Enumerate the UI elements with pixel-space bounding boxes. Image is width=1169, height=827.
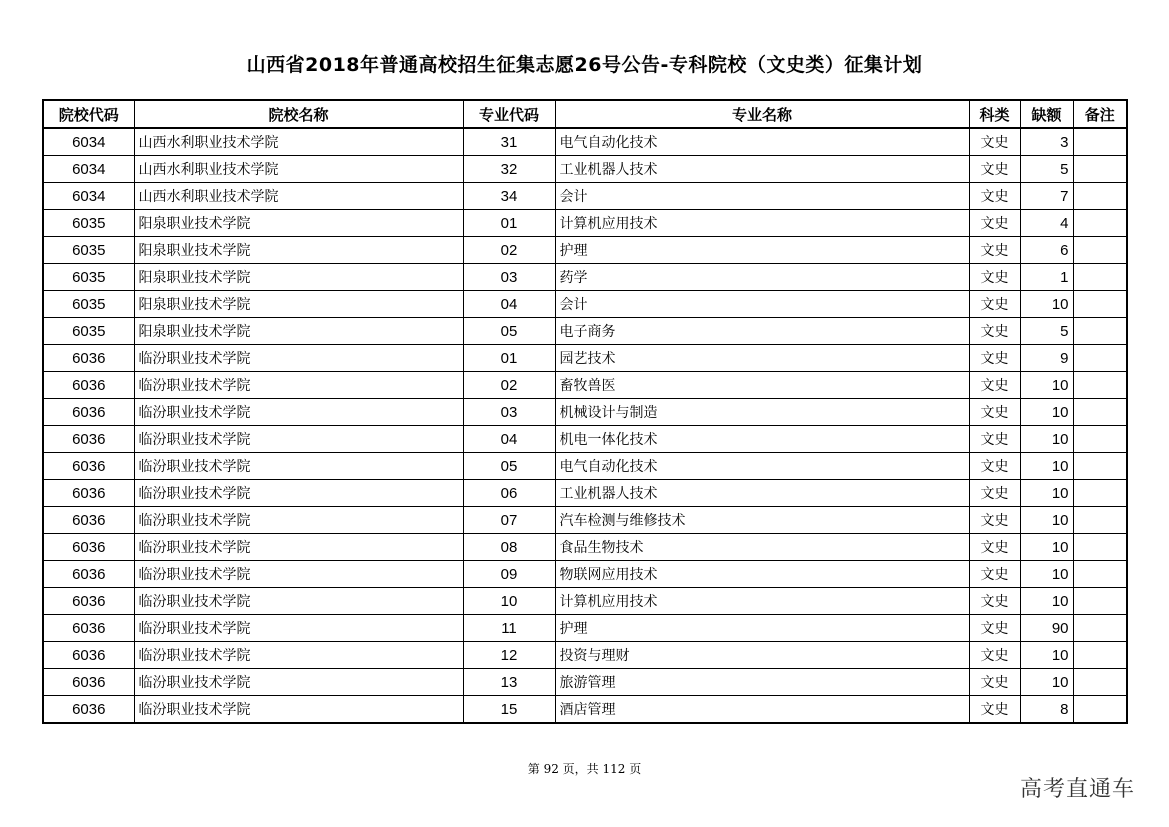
cell-major-code: 01 bbox=[463, 345, 555, 372]
cell-school-name: 阳泉职业技术学院 bbox=[134, 291, 463, 318]
table-row bbox=[43, 399, 1127, 426]
cell-major-name: 电气自动化技术 bbox=[555, 128, 969, 156]
table-row bbox=[43, 372, 1127, 399]
table-header-row bbox=[43, 100, 1127, 128]
cell-category: 文史 bbox=[969, 480, 1020, 507]
cell-category: 文史 bbox=[969, 642, 1020, 669]
table-row bbox=[43, 534, 1127, 561]
cell-remarks bbox=[1073, 534, 1127, 561]
cell-school-name: 阳泉职业技术学院 bbox=[134, 210, 463, 237]
cell-vacancies: 7 bbox=[1020, 183, 1073, 210]
cell-school-code: 6034 bbox=[43, 183, 134, 210]
cell-school-name: 山西水利职业技术学院 bbox=[134, 128, 463, 156]
table-body bbox=[43, 128, 1127, 723]
cell-school-name: 临汾职业技术学院 bbox=[134, 615, 463, 642]
cell-vacancies: 5 bbox=[1020, 318, 1073, 345]
cell-major-code: 15 bbox=[463, 696, 555, 724]
cell-major-name: 药学 bbox=[555, 264, 969, 291]
cell-major-name: 物联网应用技术 bbox=[555, 561, 969, 588]
header-school-code: 院校代码 bbox=[43, 100, 134, 128]
cell-vacancies: 1 bbox=[1020, 264, 1073, 291]
enrollment-plan-table bbox=[42, 99, 1128, 724]
cell-category: 文史 bbox=[969, 264, 1020, 291]
cell-school-code: 6036 bbox=[43, 642, 134, 669]
cell-remarks bbox=[1073, 615, 1127, 642]
table-row bbox=[43, 291, 1127, 318]
cell-major-name: 园艺技术 bbox=[555, 345, 969, 372]
cell-school-name: 阳泉职业技术学院 bbox=[134, 318, 463, 345]
cell-school-code: 6034 bbox=[43, 128, 134, 156]
cell-category: 文史 bbox=[969, 399, 1020, 426]
cell-vacancies: 10 bbox=[1020, 507, 1073, 534]
cell-school-code: 6036 bbox=[43, 588, 134, 615]
cell-vacancies: 3 bbox=[1020, 128, 1073, 156]
cell-school-code: 6035 bbox=[43, 318, 134, 345]
cell-major-name: 电气自动化技术 bbox=[555, 453, 969, 480]
cell-remarks bbox=[1073, 399, 1127, 426]
cell-major-code: 07 bbox=[463, 507, 555, 534]
cell-school-name: 临汾职业技术学院 bbox=[134, 426, 463, 453]
cell-vacancies: 6 bbox=[1020, 237, 1073, 264]
cell-major-name: 投资与理财 bbox=[555, 642, 969, 669]
cell-major-name: 机械设计与制造 bbox=[555, 399, 969, 426]
cell-remarks bbox=[1073, 156, 1127, 183]
cell-major-code: 06 bbox=[463, 480, 555, 507]
cell-remarks bbox=[1073, 128, 1127, 156]
cell-major-code: 05 bbox=[463, 453, 555, 480]
cell-remarks bbox=[1073, 507, 1127, 534]
cell-major-name: 旅游管理 bbox=[555, 669, 969, 696]
cell-school-code: 6036 bbox=[43, 696, 134, 724]
cell-school-name: 临汾职业技术学院 bbox=[134, 480, 463, 507]
table-row bbox=[43, 561, 1127, 588]
cell-major-name: 会计 bbox=[555, 183, 969, 210]
page-footer: 第 92 页，共 112 页 bbox=[527, 762, 642, 776]
cell-vacancies: 4 bbox=[1020, 210, 1073, 237]
header-category: 科类 bbox=[969, 100, 1020, 128]
cell-remarks bbox=[1073, 669, 1127, 696]
cell-remarks bbox=[1073, 696, 1127, 724]
cell-school-code: 6036 bbox=[43, 372, 134, 399]
cell-remarks bbox=[1073, 426, 1127, 453]
cell-school-code: 6036 bbox=[43, 669, 134, 696]
cell-major-name: 工业机器人技术 bbox=[555, 480, 969, 507]
cell-major-name: 酒店管理 bbox=[555, 696, 969, 724]
cell-remarks bbox=[1073, 561, 1127, 588]
cell-school-name: 临汾职业技术学院 bbox=[134, 561, 463, 588]
cell-major-name: 食品生物技术 bbox=[555, 534, 969, 561]
cell-school-name: 临汾职业技术学院 bbox=[134, 372, 463, 399]
cell-vacancies: 10 bbox=[1020, 534, 1073, 561]
cell-school-code: 6035 bbox=[43, 237, 134, 264]
cell-category: 文史 bbox=[969, 372, 1020, 399]
cell-category: 文史 bbox=[969, 183, 1020, 210]
table-row bbox=[43, 642, 1127, 669]
header-school-name: 院校名称 bbox=[134, 100, 463, 128]
cell-school-name: 临汾职业技术学院 bbox=[134, 642, 463, 669]
cell-school-code: 6036 bbox=[43, 534, 134, 561]
cell-vacancies: 10 bbox=[1020, 480, 1073, 507]
cell-school-code: 6036 bbox=[43, 453, 134, 480]
header-major-name: 专业名称 bbox=[555, 100, 969, 128]
document-title: 山西省2018年普通高校招生征集志愿26号公告-专科院校（文史类）征集计划 bbox=[246, 54, 923, 76]
cell-school-code: 6036 bbox=[43, 615, 134, 642]
cell-vacancies: 10 bbox=[1020, 372, 1073, 399]
cell-remarks bbox=[1073, 183, 1127, 210]
table-row bbox=[43, 696, 1127, 724]
table-row bbox=[43, 453, 1127, 480]
cell-vacancies: 10 bbox=[1020, 642, 1073, 669]
cell-category: 文史 bbox=[969, 453, 1020, 480]
cell-major-code: 32 bbox=[463, 156, 555, 183]
cell-category: 文史 bbox=[969, 345, 1020, 372]
cell-category: 文史 bbox=[969, 237, 1020, 264]
table-row bbox=[43, 345, 1127, 372]
cell-vacancies: 9 bbox=[1020, 345, 1073, 372]
cell-category: 文史 bbox=[969, 534, 1020, 561]
cell-remarks bbox=[1073, 318, 1127, 345]
cell-major-name: 机电一体化技术 bbox=[555, 426, 969, 453]
cell-school-name: 临汾职业技术学院 bbox=[134, 345, 463, 372]
cell-school-name: 阳泉职业技术学院 bbox=[134, 264, 463, 291]
cell-vacancies: 90 bbox=[1020, 615, 1073, 642]
cell-category: 文史 bbox=[969, 669, 1020, 696]
cell-major-code: 09 bbox=[463, 561, 555, 588]
cell-major-code: 01 bbox=[463, 210, 555, 237]
table-row bbox=[43, 128, 1127, 156]
cell-category: 文史 bbox=[969, 210, 1020, 237]
cell-major-code: 05 bbox=[463, 318, 555, 345]
cell-school-code: 6036 bbox=[43, 399, 134, 426]
cell-remarks bbox=[1073, 237, 1127, 264]
table-row bbox=[43, 183, 1127, 210]
cell-category: 文史 bbox=[969, 156, 1020, 183]
cell-school-code: 6034 bbox=[43, 156, 134, 183]
cell-category: 文史 bbox=[969, 696, 1020, 724]
cell-vacancies: 5 bbox=[1020, 156, 1073, 183]
cell-school-name: 临汾职业技术学院 bbox=[134, 399, 463, 426]
cell-major-code: 02 bbox=[463, 237, 555, 264]
cell-remarks bbox=[1073, 345, 1127, 372]
table-row bbox=[43, 237, 1127, 264]
cell-major-name: 会计 bbox=[555, 291, 969, 318]
cell-school-name: 山西水利职业技术学院 bbox=[134, 156, 463, 183]
cell-school-code: 6035 bbox=[43, 291, 134, 318]
cell-vacancies: 10 bbox=[1020, 669, 1073, 696]
cell-school-code: 6036 bbox=[43, 480, 134, 507]
cell-category: 文史 bbox=[969, 318, 1020, 345]
cell-remarks bbox=[1073, 291, 1127, 318]
cell-school-code: 6036 bbox=[43, 426, 134, 453]
cell-major-code: 31 bbox=[463, 128, 555, 156]
cell-major-name: 护理 bbox=[555, 237, 969, 264]
cell-school-code: 6036 bbox=[43, 561, 134, 588]
cell-school-code: 6035 bbox=[43, 210, 134, 237]
cell-school-name: 临汾职业技术学院 bbox=[134, 696, 463, 724]
cell-major-code: 08 bbox=[463, 534, 555, 561]
cell-major-name: 计算机应用技术 bbox=[555, 210, 969, 237]
cell-school-name: 临汾职业技术学院 bbox=[134, 453, 463, 480]
table-row bbox=[43, 615, 1127, 642]
cell-school-code: 6036 bbox=[43, 507, 134, 534]
cell-vacancies: 10 bbox=[1020, 588, 1073, 615]
cell-major-name: 计算机应用技术 bbox=[555, 588, 969, 615]
cell-category: 文史 bbox=[969, 426, 1020, 453]
table-row bbox=[43, 318, 1127, 345]
cell-vacancies: 8 bbox=[1020, 696, 1073, 724]
cell-category: 文史 bbox=[969, 507, 1020, 534]
table-row bbox=[43, 588, 1127, 615]
cell-major-code: 12 bbox=[463, 642, 555, 669]
header-major-code: 专业代码 bbox=[463, 100, 555, 128]
cell-major-code: 04 bbox=[463, 426, 555, 453]
cell-school-code: 6035 bbox=[43, 264, 134, 291]
cell-remarks bbox=[1073, 480, 1127, 507]
cell-school-name: 临汾职业技术学院 bbox=[134, 507, 463, 534]
cell-major-name: 汽车检测与维修技术 bbox=[555, 507, 969, 534]
header-remarks: 备注 bbox=[1073, 100, 1127, 128]
table-row bbox=[43, 507, 1127, 534]
watermark-logo-text: 高考直通车 bbox=[1020, 777, 1136, 802]
cell-category: 文史 bbox=[969, 588, 1020, 615]
table-row bbox=[43, 426, 1127, 453]
cell-major-name: 电子商务 bbox=[555, 318, 969, 345]
cell-school-name: 临汾职业技术学院 bbox=[134, 534, 463, 561]
cell-major-code: 03 bbox=[463, 264, 555, 291]
cell-vacancies: 10 bbox=[1020, 426, 1073, 453]
cell-category: 文史 bbox=[969, 128, 1020, 156]
cell-category: 文史 bbox=[969, 615, 1020, 642]
cell-remarks bbox=[1073, 642, 1127, 669]
cell-category: 文史 bbox=[969, 291, 1020, 318]
cell-major-name: 畜牧兽医 bbox=[555, 372, 969, 399]
cell-remarks bbox=[1073, 588, 1127, 615]
cell-school-name: 临汾职业技术学院 bbox=[134, 669, 463, 696]
table-row bbox=[43, 480, 1127, 507]
header-vacancies: 缺额 bbox=[1020, 100, 1073, 128]
cell-remarks bbox=[1073, 453, 1127, 480]
cell-major-code: 11 bbox=[463, 615, 555, 642]
cell-category: 文史 bbox=[969, 561, 1020, 588]
cell-vacancies: 10 bbox=[1020, 291, 1073, 318]
cell-major-name: 护理 bbox=[555, 615, 969, 642]
cell-school-code: 6036 bbox=[43, 345, 134, 372]
table-row bbox=[43, 264, 1127, 291]
table-row bbox=[43, 210, 1127, 237]
cell-school-name: 阳泉职业技术学院 bbox=[134, 237, 463, 264]
cell-major-name: 工业机器人技术 bbox=[555, 156, 969, 183]
cell-vacancies: 10 bbox=[1020, 453, 1073, 480]
cell-remarks bbox=[1073, 210, 1127, 237]
cell-remarks bbox=[1073, 372, 1127, 399]
cell-school-name: 临汾职业技术学院 bbox=[134, 588, 463, 615]
cell-major-code: 03 bbox=[463, 399, 555, 426]
cell-vacancies: 10 bbox=[1020, 561, 1073, 588]
cell-vacancies: 10 bbox=[1020, 399, 1073, 426]
cell-major-code: 04 bbox=[463, 291, 555, 318]
table-row bbox=[43, 669, 1127, 696]
cell-major-code: 10 bbox=[463, 588, 555, 615]
cell-school-name: 山西水利职业技术学院 bbox=[134, 183, 463, 210]
cell-major-code: 02 bbox=[463, 372, 555, 399]
cell-major-code: 13 bbox=[463, 669, 555, 696]
table-row bbox=[43, 156, 1127, 183]
cell-major-code: 34 bbox=[463, 183, 555, 210]
cell-remarks bbox=[1073, 264, 1127, 291]
